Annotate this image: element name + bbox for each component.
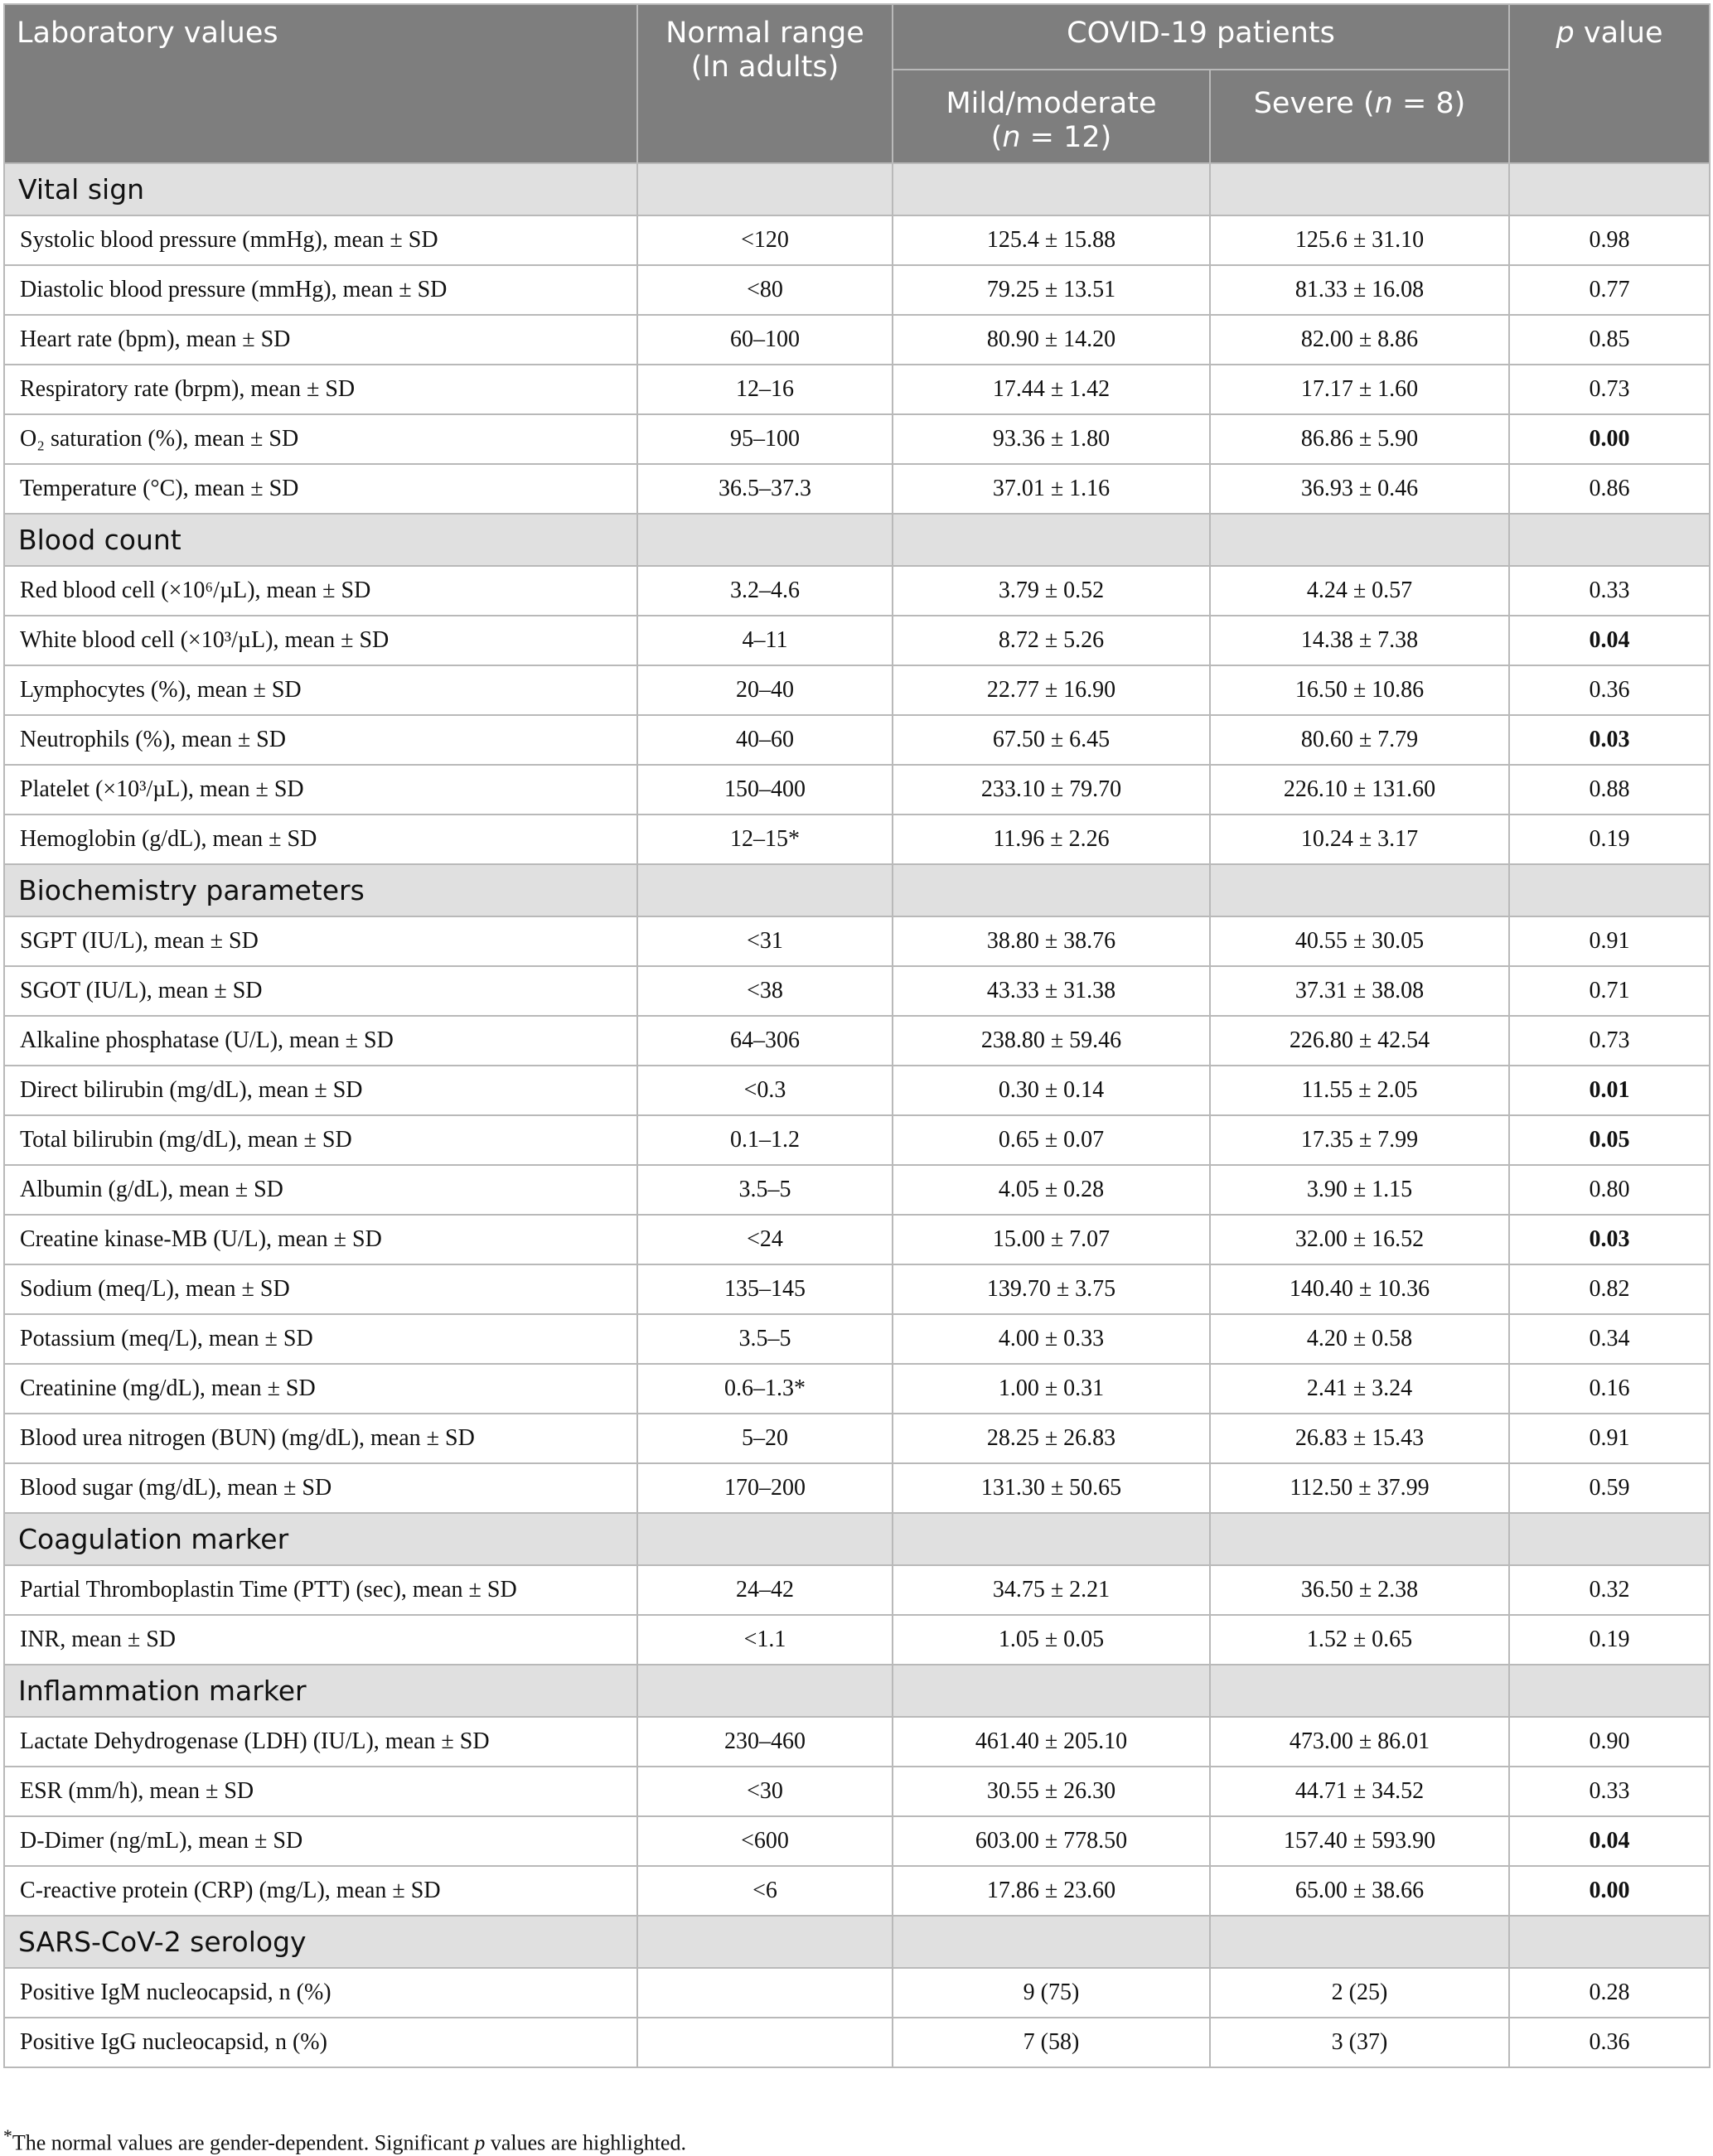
section-header-row <box>4 1916 1710 1968</box>
table-row <box>4 2018 1710 2067</box>
cell-mild-moderate: 22.77 ± 16.90 <box>893 665 1210 715</box>
cell-p-value: 0.03 <box>1509 715 1710 765</box>
header-laboratory-values: Laboratory values <box>4 4 637 163</box>
cell-severe: 2.41 ± 3.24 <box>1210 1364 1509 1414</box>
cell-severe: 82.00 ± 8.86 <box>1210 315 1509 365</box>
cell-normal-range: 135–145 <box>637 1264 893 1314</box>
cell-severe: 32.00 ± 16.52 <box>1210 1215 1509 1264</box>
section-empty-cell <box>637 163 893 215</box>
cell-normal-range: 0.6–1.3* <box>637 1364 893 1414</box>
cell-lab-value: O₂ saturation (%), mean ± SD <box>4 414 637 464</box>
section-empty-cell <box>1210 1916 1509 1968</box>
table-row <box>4 215 1710 265</box>
section-empty-cell <box>637 864 893 916</box>
section-empty-cell <box>893 1513 1210 1565</box>
cell-normal-range: 150–400 <box>637 765 893 815</box>
section-empty-cell <box>637 1916 893 1968</box>
cell-mild-moderate: 38.80 ± 38.76 <box>893 916 1210 966</box>
cell-mild-moderate: 1.05 ± 0.05 <box>893 1615 1210 1665</box>
cell-p-value: 0.86 <box>1509 464 1710 514</box>
table-row <box>4 815 1710 864</box>
cell-mild-moderate: 17.44 ± 1.42 <box>893 365 1210 414</box>
cell-normal-range: <1.1 <box>637 1615 893 1665</box>
cell-normal-range: 20–40 <box>637 665 893 715</box>
cell-severe: 17.17 ± 1.60 <box>1210 365 1509 414</box>
cell-severe: 11.55 ± 2.05 <box>1210 1066 1509 1115</box>
table-row <box>4 765 1710 815</box>
table-row <box>4 966 1710 1016</box>
cell-mild-moderate: 0.65 ± 0.07 <box>893 1115 1210 1165</box>
cell-p-value: 0.28 <box>1509 1968 1710 2018</box>
table-row <box>4 1314 1710 1364</box>
header-p-value: p value <box>1509 4 1710 163</box>
cell-mild-moderate: 4.05 ± 0.28 <box>893 1165 1210 1215</box>
table-row <box>4 1414 1710 1463</box>
cell-severe: 40.55 ± 30.05 <box>1210 916 1509 966</box>
section-empty-cell <box>637 1665 893 1717</box>
cell-p-value: 0.90 <box>1509 1717 1710 1767</box>
cell-normal-range: 5–20 <box>637 1414 893 1463</box>
cell-normal-range: <0.3 <box>637 1066 893 1115</box>
header-covid-patients: COVID-19 patients <box>893 4 1509 70</box>
cell-lab-value: Creatinine (mg/dL), mean ± SD <box>4 1364 637 1414</box>
table-row <box>4 1066 1710 1115</box>
cell-p-value: 0.16 <box>1509 1364 1710 1414</box>
cell-p-value: 0.71 <box>1509 966 1710 1016</box>
section-empty-cell <box>637 1513 893 1565</box>
table-row <box>4 1615 1710 1665</box>
cell-normal-range: 95–100 <box>637 414 893 464</box>
cell-mild-moderate: 79.25 ± 13.51 <box>893 265 1210 315</box>
cell-severe: 65.00 ± 38.66 <box>1210 1866 1509 1916</box>
cell-mild-moderate: 125.4 ± 15.88 <box>893 215 1210 265</box>
cell-mild-moderate: 7 (58) <box>893 2018 1210 2067</box>
section-empty-cell <box>893 1916 1210 1968</box>
cell-severe: 125.6 ± 31.10 <box>1210 215 1509 265</box>
cell-mild-moderate: 30.55 ± 26.30 <box>893 1767 1210 1816</box>
cell-p-value: 0.73 <box>1509 365 1710 414</box>
cell-p-value: 0.59 <box>1509 1463 1710 1513</box>
cell-severe: 16.50 ± 10.86 <box>1210 665 1509 715</box>
section-header-row <box>4 514 1710 566</box>
table-row <box>4 1816 1710 1866</box>
cell-normal-range: <24 <box>637 1215 893 1264</box>
cell-p-value: 0.04 <box>1509 616 1710 665</box>
cell-lab-value: Positive IgG nucleocapsid, n (%) <box>4 2018 637 2067</box>
cell-mild-moderate: 0.30 ± 0.14 <box>893 1066 1210 1115</box>
table-row <box>4 566 1710 616</box>
cell-p-value: 0.36 <box>1509 2018 1710 2067</box>
header-mild-moderate: Mild/moderate (n = 12) <box>893 70 1210 163</box>
cell-mild-moderate: 67.50 ± 6.45 <box>893 715 1210 765</box>
table-row <box>4 1767 1710 1816</box>
table-row <box>4 315 1710 365</box>
cell-severe: 80.60 ± 7.79 <box>1210 715 1509 765</box>
cell-lab-value: Platelet (×10³/µL), mean ± SD <box>4 765 637 815</box>
cell-p-value: 0.34 <box>1509 1314 1710 1364</box>
cell-normal-range: <600 <box>637 1816 893 1866</box>
cell-p-value: 0.32 <box>1509 1565 1710 1615</box>
cell-severe: 157.40 ± 593.90 <box>1210 1816 1509 1866</box>
table-row <box>4 1565 1710 1615</box>
cell-normal-range: 3.2–4.6 <box>637 566 893 616</box>
cell-lab-value: Sodium (meq/L), mean ± SD <box>4 1264 637 1314</box>
cell-lab-value: Total bilirubin (mg/dL), mean ± SD <box>4 1115 637 1165</box>
table-row <box>4 616 1710 665</box>
cell-normal-range: <80 <box>637 265 893 315</box>
cell-normal-range: <38 <box>637 966 893 1016</box>
cell-p-value: 0.91 <box>1509 1414 1710 1463</box>
lab-values-table-container <box>3 3 1709 2068</box>
cell-severe: 112.50 ± 37.99 <box>1210 1463 1509 1513</box>
table-row <box>4 1016 1710 1066</box>
cell-normal-range: 64–306 <box>637 1016 893 1066</box>
section-empty-cell <box>1509 1513 1710 1565</box>
footnote: *The normal values are gender-dependent. Significant p values are highlighted. <box>3 2126 686 2155</box>
cell-lab-value: Partial Thromboplastin Time (PTT) (sec), mean ± SD <box>4 1565 637 1615</box>
cell-lab-value: Alkaline phosphatase (U/L), mean ± SD <box>4 1016 637 1066</box>
cell-lab-value: C-reactive protein (CRP) (mg/L), mean ± SD <box>4 1866 637 1916</box>
cell-severe: 81.33 ± 16.08 <box>1210 265 1509 315</box>
cell-p-value: 0.98 <box>1509 215 1710 265</box>
table-row <box>4 414 1710 464</box>
table-body <box>4 163 1710 2067</box>
cell-severe: 1.52 ± 0.65 <box>1210 1615 1509 1665</box>
section-title: Coagulation marker <box>4 1513 637 1565</box>
cell-normal-range: 12–16 <box>637 365 893 414</box>
cell-p-value: 0.19 <box>1509 815 1710 864</box>
section-empty-cell <box>637 514 893 566</box>
cell-lab-value: Positive IgM nucleocapsid, n (%) <box>4 1968 637 2018</box>
cell-normal-range: 0.1–1.2 <box>637 1115 893 1165</box>
cell-severe: 44.71 ± 34.52 <box>1210 1767 1509 1816</box>
section-header-row <box>4 864 1710 916</box>
cell-lab-value: D-Dimer (ng/mL), mean ± SD <box>4 1816 637 1866</box>
cell-mild-moderate: 43.33 ± 31.38 <box>893 966 1210 1016</box>
cell-p-value: 0.00 <box>1509 1866 1710 1916</box>
cell-lab-value: Hemoglobin (g/dL), mean ± SD <box>4 815 637 864</box>
section-empty-cell <box>893 163 1210 215</box>
cell-normal-range: <30 <box>637 1767 893 1816</box>
table-row <box>4 1968 1710 2018</box>
cell-p-value: 0.19 <box>1509 1615 1710 1665</box>
section-empty-cell <box>1210 514 1509 566</box>
table-row <box>4 665 1710 715</box>
section-empty-cell <box>893 864 1210 916</box>
cell-severe: 36.93 ± 0.46 <box>1210 464 1509 514</box>
cell-lab-value: Red blood cell (×10⁶/µL), mean ± SD <box>4 566 637 616</box>
cell-normal-range: 4–11 <box>637 616 893 665</box>
section-empty-cell <box>1509 864 1710 916</box>
cell-lab-value: Direct bilirubin (mg/dL), mean ± SD <box>4 1066 637 1115</box>
cell-mild-moderate: 238.80 ± 59.46 <box>893 1016 1210 1066</box>
cell-normal-range: <6 <box>637 1866 893 1916</box>
cell-p-value: 0.73 <box>1509 1016 1710 1066</box>
cell-mild-moderate: 17.86 ± 23.60 <box>893 1866 1210 1916</box>
cell-severe: 37.31 ± 38.08 <box>1210 966 1509 1016</box>
cell-severe: 4.24 ± 0.57 <box>1210 566 1509 616</box>
cell-p-value: 0.33 <box>1509 1767 1710 1816</box>
cell-lab-value: Potassium (meq/L), mean ± SD <box>4 1314 637 1364</box>
cell-lab-value: Systolic blood pressure (mmHg), mean ± SD <box>4 215 637 265</box>
cell-normal-range <box>637 1968 893 2018</box>
cell-mild-moderate: 9 (75) <box>893 1968 1210 2018</box>
cell-lab-value: Respiratory rate (brpm), mean ± SD <box>4 365 637 414</box>
cell-severe: 10.24 ± 3.17 <box>1210 815 1509 864</box>
cell-normal-range: 12–15* <box>637 815 893 864</box>
section-title: Blood count <box>4 514 637 566</box>
header-severe: Severe (n = 8) <box>1210 70 1509 163</box>
cell-normal-range: 230–460 <box>637 1717 893 1767</box>
section-empty-cell <box>1509 514 1710 566</box>
cell-normal-range <box>637 2018 893 2067</box>
cell-lab-value: Albumin (g/dL), mean ± SD <box>4 1165 637 1215</box>
cell-mild-moderate: 1.00 ± 0.31 <box>893 1364 1210 1414</box>
lab-values-table <box>3 3 1711 2068</box>
cell-severe: 3.90 ± 1.15 <box>1210 1165 1509 1215</box>
cell-p-value: 0.04 <box>1509 1816 1710 1866</box>
cell-mild-moderate: 93.36 ± 1.80 <box>893 414 1210 464</box>
table-row <box>4 1215 1710 1264</box>
cell-p-value: 0.01 <box>1509 1066 1710 1115</box>
table-row <box>4 916 1710 966</box>
cell-normal-range: <31 <box>637 916 893 966</box>
cell-normal-range: 40–60 <box>637 715 893 765</box>
section-empty-cell <box>1509 163 1710 215</box>
cell-severe: 14.38 ± 7.38 <box>1210 616 1509 665</box>
cell-mild-moderate: 80.90 ± 14.20 <box>893 315 1210 365</box>
table-row <box>4 464 1710 514</box>
cell-severe: 140.40 ± 10.36 <box>1210 1264 1509 1314</box>
cell-normal-range: 3.5–5 <box>637 1314 893 1364</box>
table-row <box>4 1463 1710 1513</box>
cell-mild-moderate: 461.40 ± 205.10 <box>893 1717 1210 1767</box>
cell-p-value: 0.88 <box>1509 765 1710 815</box>
cell-p-value: 0.85 <box>1509 315 1710 365</box>
table-row <box>4 365 1710 414</box>
cell-lab-value: Diastolic blood pressure (mmHg), mean ± SD <box>4 265 637 315</box>
section-empty-cell <box>893 1665 1210 1717</box>
cell-mild-moderate: 8.72 ± 5.26 <box>893 616 1210 665</box>
cell-mild-moderate: 37.01 ± 1.16 <box>893 464 1210 514</box>
section-title: Vital sign <box>4 163 637 215</box>
cell-lab-value: Lactate Dehydrogenase (LDH) (IU/L), mean ± SD <box>4 1717 637 1767</box>
section-empty-cell <box>1210 1665 1509 1717</box>
cell-p-value: 0.80 <box>1509 1165 1710 1215</box>
cell-p-value: 0.05 <box>1509 1115 1710 1165</box>
cell-mild-moderate: 233.10 ± 79.70 <box>893 765 1210 815</box>
cell-p-value: 0.03 <box>1509 1215 1710 1264</box>
cell-severe: 4.20 ± 0.58 <box>1210 1314 1509 1364</box>
cell-lab-value: White blood cell (×10³/µL), mean ± SD <box>4 616 637 665</box>
table-row <box>4 1165 1710 1215</box>
cell-severe: 17.35 ± 7.99 <box>1210 1115 1509 1165</box>
table-row <box>4 715 1710 765</box>
cell-lab-value: ESR (mm/h), mean ± SD <box>4 1767 637 1816</box>
cell-severe: 226.10 ± 131.60 <box>1210 765 1509 815</box>
cell-lab-value: Temperature (°C), mean ± SD <box>4 464 637 514</box>
cell-mild-moderate: 34.75 ± 2.21 <box>893 1565 1210 1615</box>
cell-p-value: 0.00 <box>1509 414 1710 464</box>
section-header-row <box>4 1513 1710 1565</box>
cell-severe: 26.83 ± 15.43 <box>1210 1414 1509 1463</box>
cell-normal-range: 36.5–37.3 <box>637 464 893 514</box>
cell-mild-moderate: 11.96 ± 2.26 <box>893 815 1210 864</box>
cell-severe: 2 (25) <box>1210 1968 1509 2018</box>
section-title: SARS-CoV-2 serology <box>4 1916 637 1968</box>
cell-severe: 3 (37) <box>1210 2018 1509 2067</box>
cell-lab-value: Heart rate (bpm), mean ± SD <box>4 315 637 365</box>
cell-normal-range: 60–100 <box>637 315 893 365</box>
cell-lab-value: Neutrophils (%), mean ± SD <box>4 715 637 765</box>
cell-lab-value: Blood urea nitrogen (BUN) (mg/dL), mean ± SD <box>4 1414 637 1463</box>
cell-severe: 36.50 ± 2.38 <box>1210 1565 1509 1615</box>
section-empty-cell <box>1509 1916 1710 1968</box>
cell-mild-moderate: 4.00 ± 0.33 <box>893 1314 1210 1364</box>
section-empty-cell <box>1210 864 1509 916</box>
cell-severe: 473.00 ± 86.01 <box>1210 1717 1509 1767</box>
cell-lab-value: Lymphocytes (%), mean ± SD <box>4 665 637 715</box>
table-row <box>4 1364 1710 1414</box>
section-header-row <box>4 163 1710 215</box>
cell-p-value: 0.36 <box>1509 665 1710 715</box>
cell-lab-value: Blood sugar (mg/dL), mean ± SD <box>4 1463 637 1513</box>
section-header-row <box>4 1665 1710 1717</box>
cell-severe: 86.86 ± 5.90 <box>1210 414 1509 464</box>
section-empty-cell <box>1210 163 1509 215</box>
cell-lab-value: Creatine kinase-MB (U/L), mean ± SD <box>4 1215 637 1264</box>
cell-lab-value: SGPT (IU/L), mean ± SD <box>4 916 637 966</box>
table-row <box>4 1866 1710 1916</box>
cell-p-value: 0.82 <box>1509 1264 1710 1314</box>
section-empty-cell <box>893 514 1210 566</box>
table-row <box>4 1264 1710 1314</box>
section-title: Biochemistry parameters <box>4 864 637 916</box>
table-header <box>4 4 1710 163</box>
cell-lab-value: INR, mean ± SD <box>4 1615 637 1665</box>
cell-mild-moderate: 139.70 ± 3.75 <box>893 1264 1210 1314</box>
cell-normal-range: 3.5–5 <box>637 1165 893 1215</box>
cell-mild-moderate: 131.30 ± 50.65 <box>893 1463 1210 1513</box>
cell-p-value: 0.91 <box>1509 916 1710 966</box>
cell-mild-moderate: 28.25 ± 26.83 <box>893 1414 1210 1463</box>
table-row <box>4 265 1710 315</box>
section-empty-cell <box>1210 1513 1509 1565</box>
section-title: Inflammation marker <box>4 1665 637 1717</box>
table-row <box>4 1717 1710 1767</box>
header-normal-range: Normal range (In adults) <box>637 4 893 163</box>
cell-lab-value: SGOT (IU/L), mean ± SD <box>4 966 637 1016</box>
section-empty-cell <box>1509 1665 1710 1717</box>
cell-normal-range: 24–42 <box>637 1565 893 1615</box>
cell-p-value: 0.77 <box>1509 265 1710 315</box>
table-row <box>4 1115 1710 1165</box>
cell-mild-moderate: 3.79 ± 0.52 <box>893 566 1210 616</box>
cell-normal-range: 170–200 <box>637 1463 893 1513</box>
cell-severe: 226.80 ± 42.54 <box>1210 1016 1509 1066</box>
cell-mild-moderate: 603.00 ± 778.50 <box>893 1816 1210 1866</box>
cell-p-value: 0.33 <box>1509 566 1710 616</box>
cell-mild-moderate: 15.00 ± 7.07 <box>893 1215 1210 1264</box>
cell-normal-range: <120 <box>637 215 893 265</box>
